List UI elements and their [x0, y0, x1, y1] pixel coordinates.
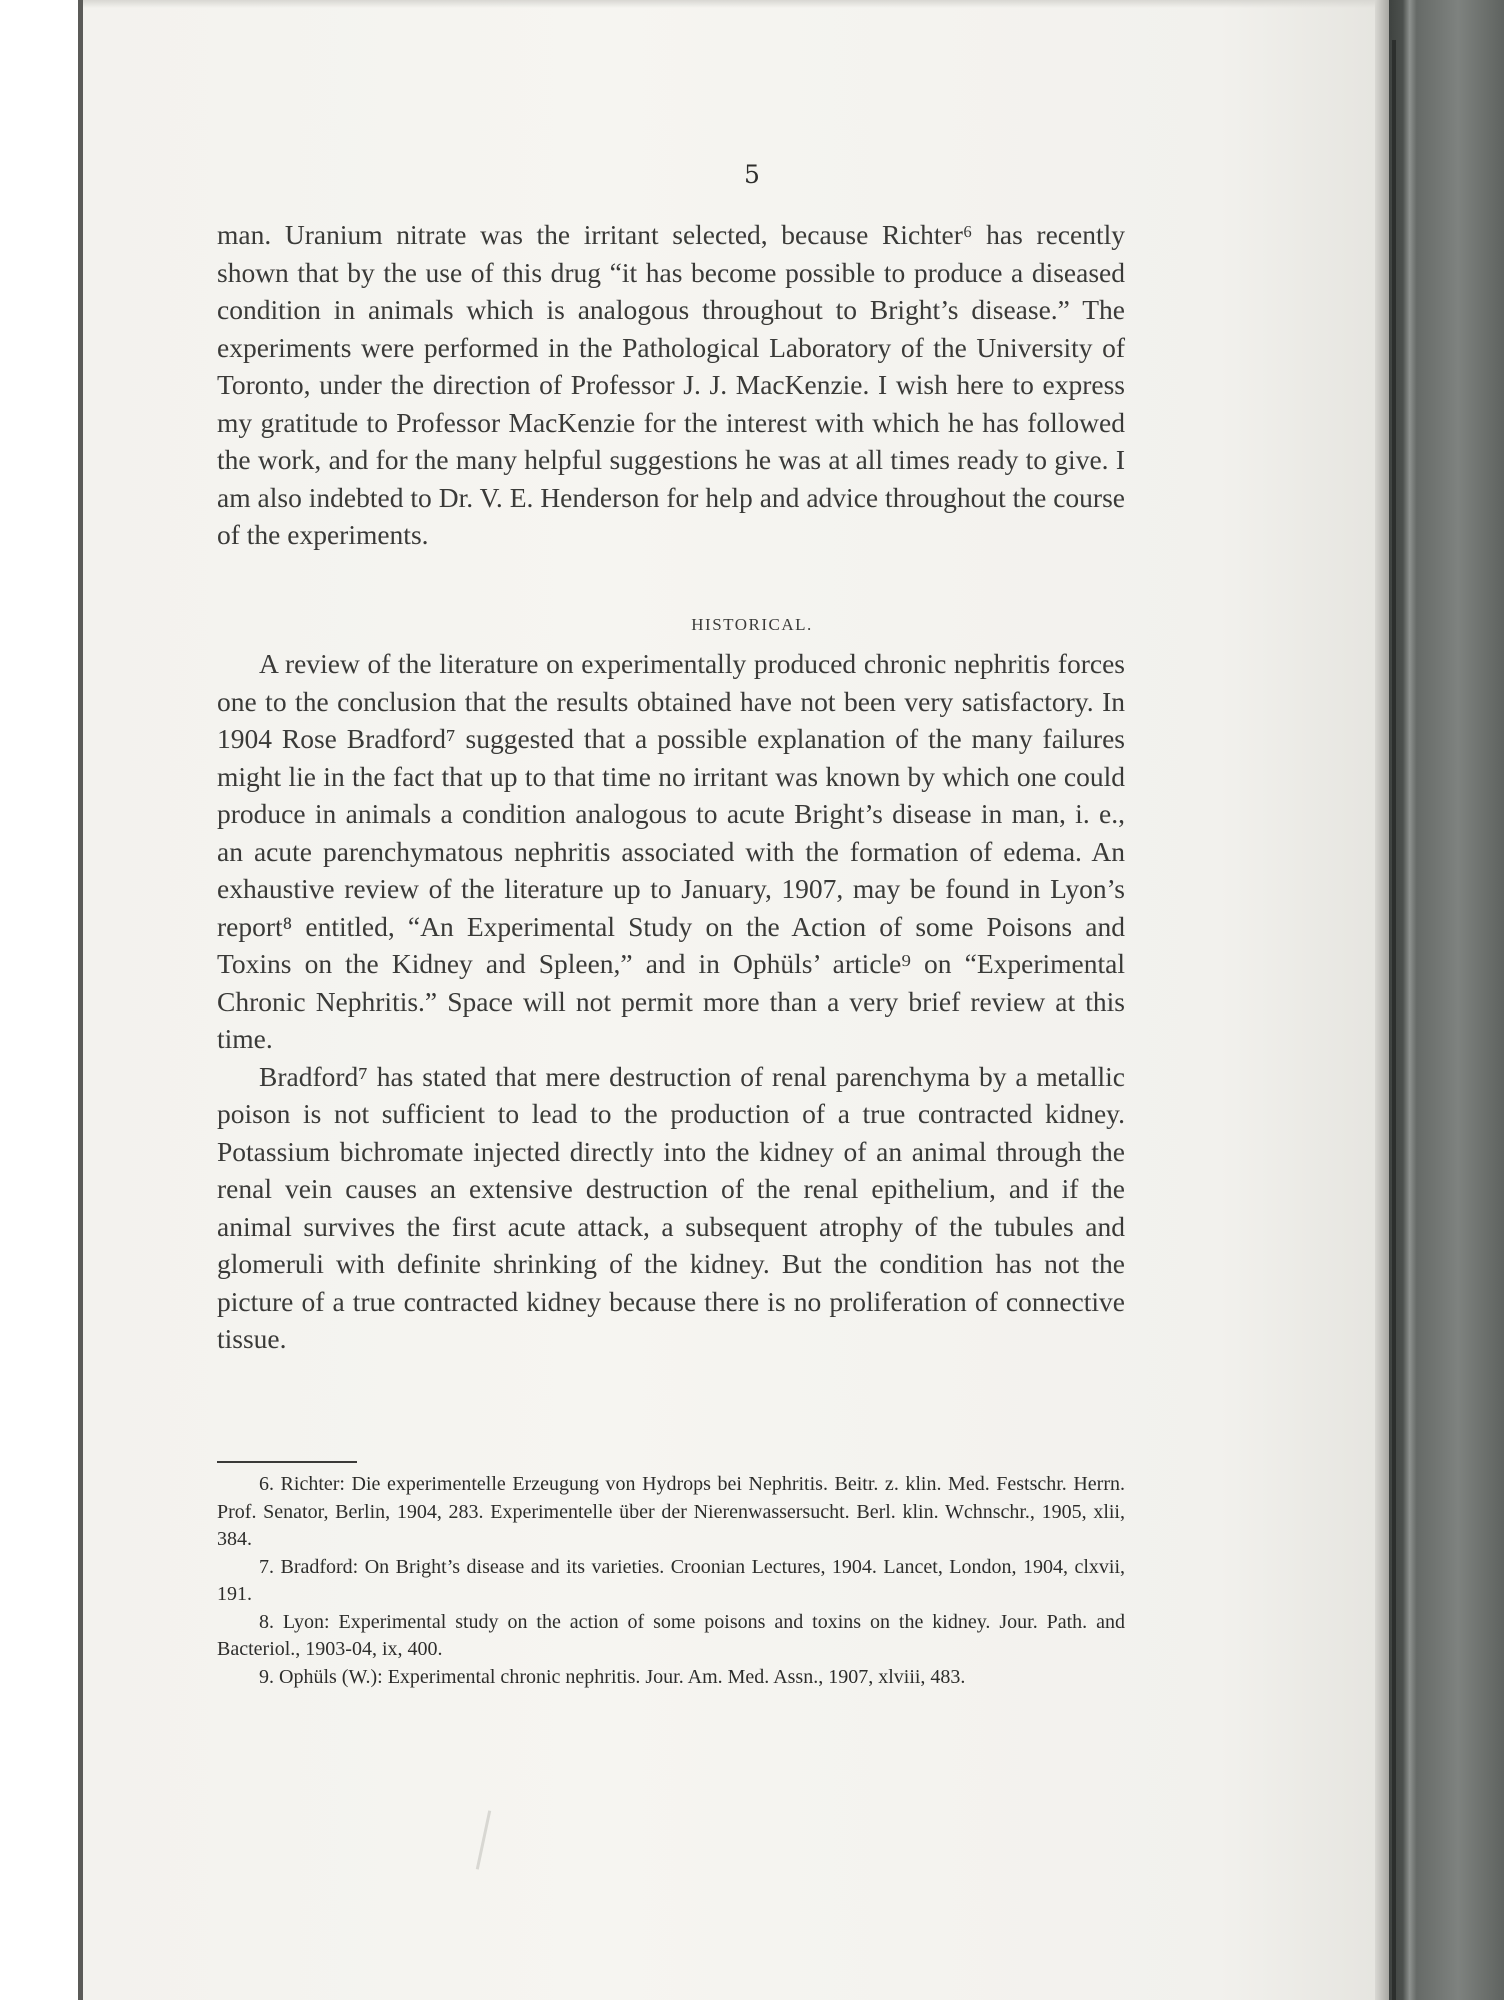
historical-paragraph: A review of the literature on experimentally produced chronic nephritis forces one to the conclusion that the results obtained have not been very satisfactory. In 1904 Rose Bradford⁷ suggested that a possible explanation of the many failures might lie in the fact that up to that time no irritant was known by which one could produce in animals a condition analogous to acute Bright’s disease in man, i. e., an acute parenchymatous nephritis associated with the formation of edema. An exhaustive review of the literature up to January, 1907, may be found in Lyon’s report⁸ entitled, “An Experimental Study on the Action of some Poisons and Toxins on the Kidney and Spleen,” and in Ophüls’ article⁹ on “Experimental Chronic Nephritis.” Space will not permit more than a very brief review at this time.: [217, 648, 1125, 1054]
footnote-8: 8. Lyon: Experimental study on the action of some poisons and toxins on the kidney. Jour. Path. and Bacteriol., 1903-04, ix, 400.: [217, 1610, 1125, 1660]
opening-paragraph-block: [217, 216, 1125, 554]
footnotes-block: [217, 1471, 1125, 1691]
page-number: 5: [744, 160, 760, 189]
page-top-shadow: [83, 0, 1375, 8]
cover-binding-line: [1392, 40, 1396, 2000]
footnote-7: 7. Bradford: On Bright’s disease and its varieties. Croonian Lectures, 1904. Lancet, London, 1904, clxvii, 191.: [217, 1555, 1125, 1605]
historical-paragraph: Bradford⁷ has stated that mere destruction of renal parenchyma by a metallic poison is not sufficient to lead to the production of a true contracted kidney. Potassium bichromate injected directly into the kidney of an animal through the renal vein causes an extensive destruction of the renal epithelium, and if the animal survives the first acute attack, a subsequent atrophy of the tubules and glomeruli with definite shrinking of the kidney. But the condition has not the picture of a true contracted kidney because there is no proliferation of connective tissue.: [217, 1060, 1125, 1354]
left-page-margin: [0, 0, 83, 2000]
book-cover-edge: [1389, 0, 1504, 2000]
historical-section-body: [217, 645, 1125, 1358]
footnote-6: 6. Richter: Die experimentelle Erzeugung von Hydrops bei Nephritis. Beitr. z. klin. Med. Festschr. Herrn. Prof. Senator, Berlin, 1904, 283. Experimentelle über der Nierenwassersucht. Berl. klin. Wchnschr., 1905, xlii, 384.: [217, 1473, 1125, 1550]
page-edge-shadow: [1375, 0, 1389, 2000]
footnote-separator-rule: [217, 1461, 357, 1463]
opening-paragraph: man. Uranium nitrate was the irritant selected, because Richter⁶ has recently shown that by the use of this drug “it has become possible to produce a diseased condition in animals which is analogous throughout to Bright’s disease.” The experiments were performed in the Pathological Laboratory of the University of Toronto, under the direction of Professor J. J. MacKenzie. I wish here to express my gratitude to Professor MacKenzie for the interest with which he has followed the work, and for the many helpful suggestions he was at all times ready to give. I am also indebted to Dr. V. E. Henderson for help and advice throughout the course of the experiments.: [217, 219, 1125, 550]
footnote-9: 9. Ophüls (W.): Experimental chronic nephritis. Jour. Am. Med. Assn., 1907, xlviii, 483.: [259, 1665, 966, 1688]
section-heading-historical: HISTORICAL.: [691, 615, 813, 634]
